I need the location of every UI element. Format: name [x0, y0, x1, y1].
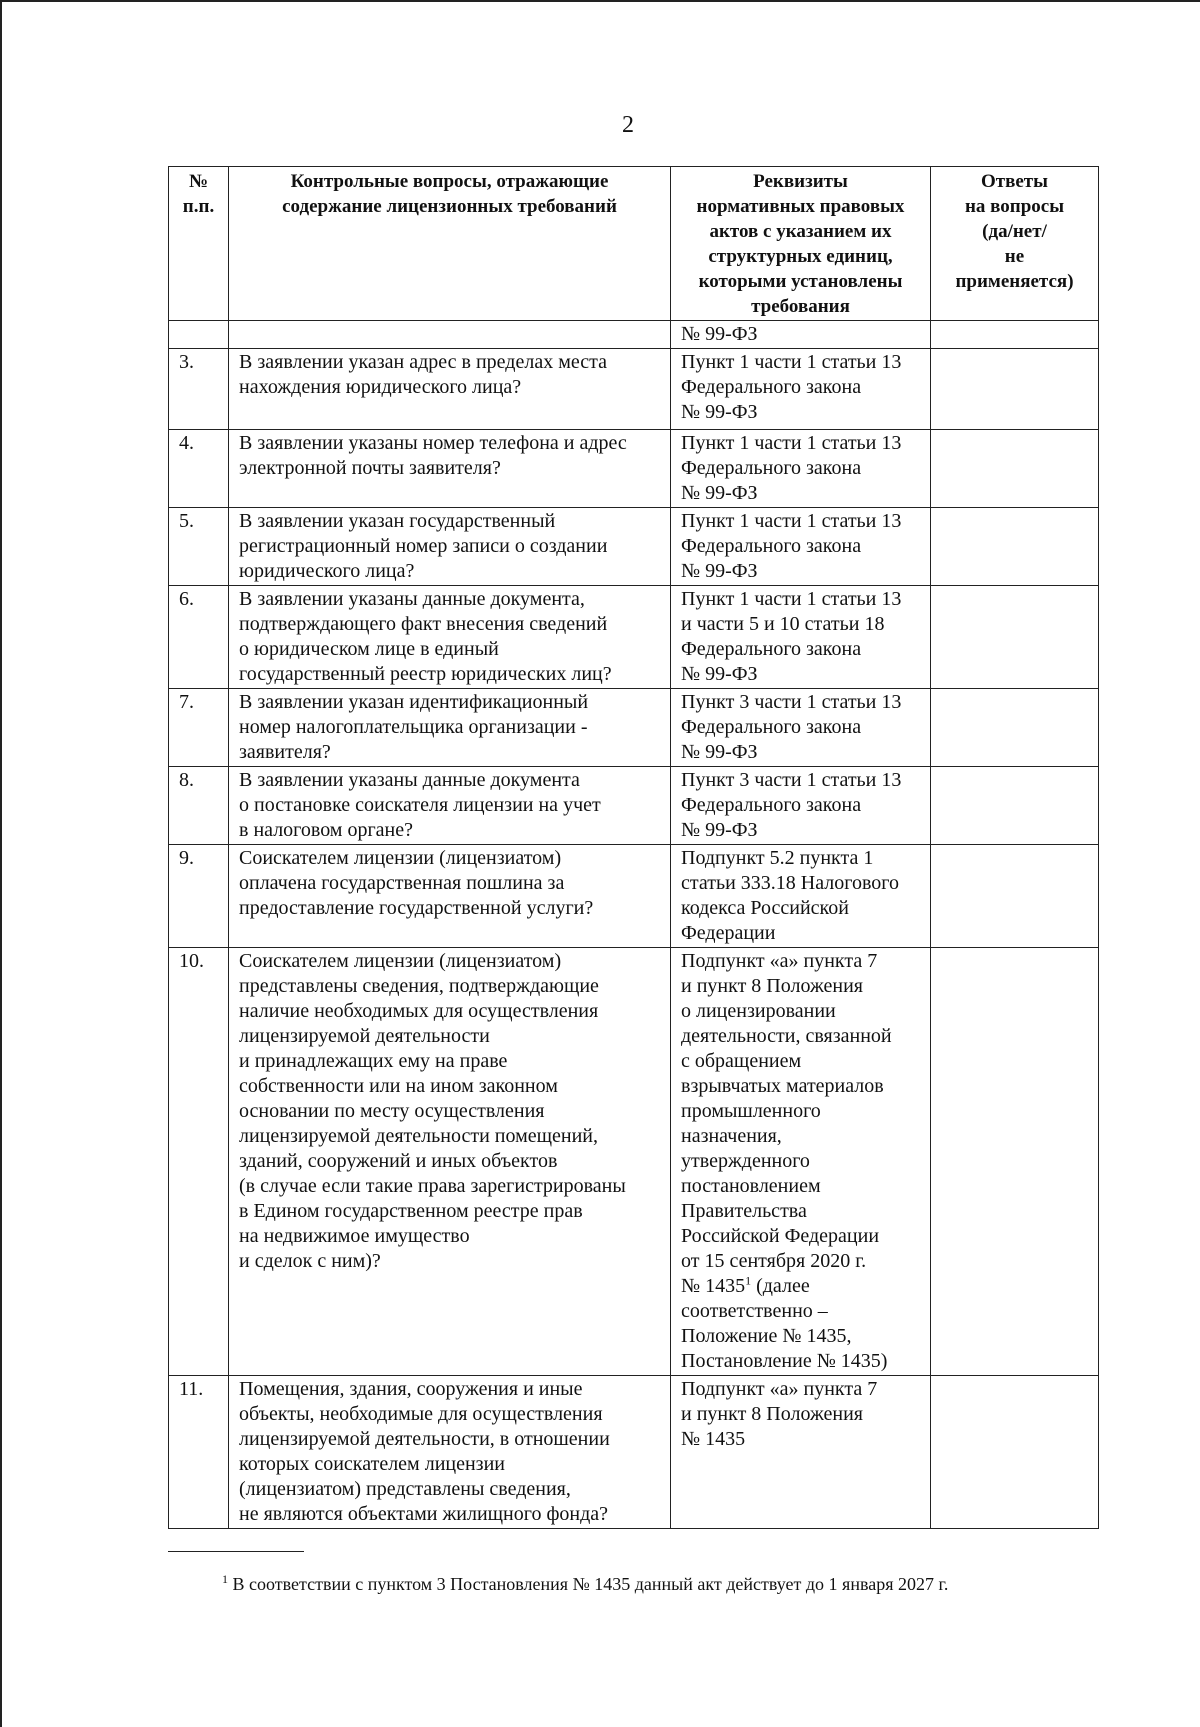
table-row [169, 1376, 1099, 1529]
row-reference [671, 948, 931, 1376]
row-question: В заявлении указан адрес в пределах места нахождения юридического лица? [229, 349, 671, 430]
row-question: Соискателем лицензии (лицензиатом) представлены сведения, подтверждающие наличие необходимых для осуществления лицензируемой деятельности и принадлежащих ему на праве собственности или на ином законном основании по месту осуществления лицензируемой деятельности помещений, зданий, сооружений и иных объектов (в случае если такие права зарегистрированы в Едином государственном реестре прав на недвижимое имущество и сделок с ним)? [229, 948, 671, 1376]
row-answer-cell [931, 430, 1099, 508]
table-row [169, 430, 1099, 508]
row-num: 4. [169, 430, 229, 508]
row-num: 8. [169, 767, 229, 845]
table-header [169, 167, 1099, 321]
row-reference: Пункт 1 части 1 статьи 13 Федерального закона № 99-ФЗ [671, 430, 931, 508]
row-question: В заявлении указаны данные документа, подтверждающего факт внесения сведений о юридическом лице в единый государственный реестр юридических лиц? [229, 586, 671, 689]
row-answer-cell [931, 689, 1099, 767]
row-answer-cell [931, 349, 1099, 430]
header-question: Контрольные вопросы, отражающие содержание лицензионных требований [229, 167, 671, 321]
row-reference: Пункт 1 части 1 статьи 13 Федерального закона № 99-ФЗ [671, 508, 931, 586]
row-num: 11. [169, 1376, 229, 1529]
footnote-marker: 1 [222, 1572, 228, 1586]
header-num: № п.п. [169, 167, 229, 321]
row-num: 9. [169, 845, 229, 948]
row-num: 3. [169, 349, 229, 430]
footnote [222, 1573, 1122, 1595]
table-row [169, 586, 1099, 689]
table-row [169, 767, 1099, 845]
row-reference: Пункт 1 части 1 статьи 13 и части 5 и 10 статьи 18 Федерального закона № 99-ФЗ [671, 586, 931, 689]
row-question: В заявлении указан идентификационный номер налогоплательщика организации - заявителя? [229, 689, 671, 767]
row-reference: Пункт 1 части 1 статьи 13 Федерального закона № 99-ФЗ [671, 349, 931, 430]
row-answer-cell [931, 586, 1099, 689]
row-reference: Пункт 3 части 1 статьи 13 Федерального закона № 99-ФЗ [671, 689, 931, 767]
table-row [169, 349, 1099, 430]
row-question [229, 321, 671, 349]
header-reference: Реквизиты нормативных правовых актов с указанием их структурных единиц, которыми установлены требования [671, 167, 931, 321]
table-body [169, 321, 1099, 1529]
row-answer-cell [931, 321, 1099, 349]
table-row [169, 689, 1099, 767]
reference-text-continued: (далее соответственно – Положение № 1435, Постановление № 1435) [681, 1275, 888, 1372]
row-question: Соискателем лицензии (лицензиатом) оплачена государственная пошлина за предоставление государственной услуги? [229, 845, 671, 948]
row-answer-cell [931, 948, 1099, 1376]
row-reference: Подпункт «а» пункта 7 и пункт 8 Положения № 1435 [671, 1376, 931, 1529]
table-row [169, 845, 1099, 948]
reference-text: Подпункт «а» пункта 7 и пункт 8 Положения о лицензировании деятельности, связанной с обращением взрывчатых материалов промышленного назначения, утвержденного постановлением Правительства Российской Федерации от 15 сентября 2020 г. № 1435 [681, 950, 892, 1297]
row-question: В заявлении указаны номер телефона и адрес электронной почты заявителя? [229, 430, 671, 508]
row-answer-cell [931, 767, 1099, 845]
row-question: В заявлении указаны данные документа о постановке соискателя лицензии на учет в налоговом органе? [229, 767, 671, 845]
row-answer-cell [931, 508, 1099, 586]
table-row [169, 948, 1099, 1376]
header-row [169, 167, 1099, 321]
row-reference: Подпункт 5.2 пункта 1 статьи 333.18 Налогового кодекса Российской Федерации [671, 845, 931, 948]
row-num [169, 321, 229, 349]
footnote-marker: 1 [745, 1273, 752, 1288]
checklist-table [168, 166, 1099, 1529]
table-row [169, 508, 1099, 586]
row-reference: № 99-ФЗ [671, 321, 931, 349]
row-num: 5. [169, 508, 229, 586]
row-question: В заявлении указан государственный регистрационный номер записи о создании юридического лица? [229, 508, 671, 586]
row-reference: Пункт 3 части 1 статьи 13 Федерального закона № 99-ФЗ [671, 767, 931, 845]
row-num: 6. [169, 586, 229, 689]
header-answer: Ответы на вопросы (да/нет/ не применяется) [931, 167, 1099, 321]
footnote-separator [168, 1551, 304, 1552]
row-num: 7. [169, 689, 229, 767]
table-row [169, 321, 1099, 349]
row-answer-cell [931, 1376, 1099, 1529]
footnote-text: В соответствии с пунктом 3 Постановления № 1435 данный акт действует до 1 января 2027 г. [228, 1574, 949, 1594]
row-num: 10. [169, 948, 229, 1376]
page-number: 2 [622, 112, 634, 138]
row-answer-cell [931, 845, 1099, 948]
row-question: Помещения, здания, сооружения и иные объекты, необходимые для осуществления лицензируемой деятельности, в отношении которых соискателем лицензии (лицензиатом) представлены сведения, не являются объектами жилищного фонда? [229, 1376, 671, 1529]
